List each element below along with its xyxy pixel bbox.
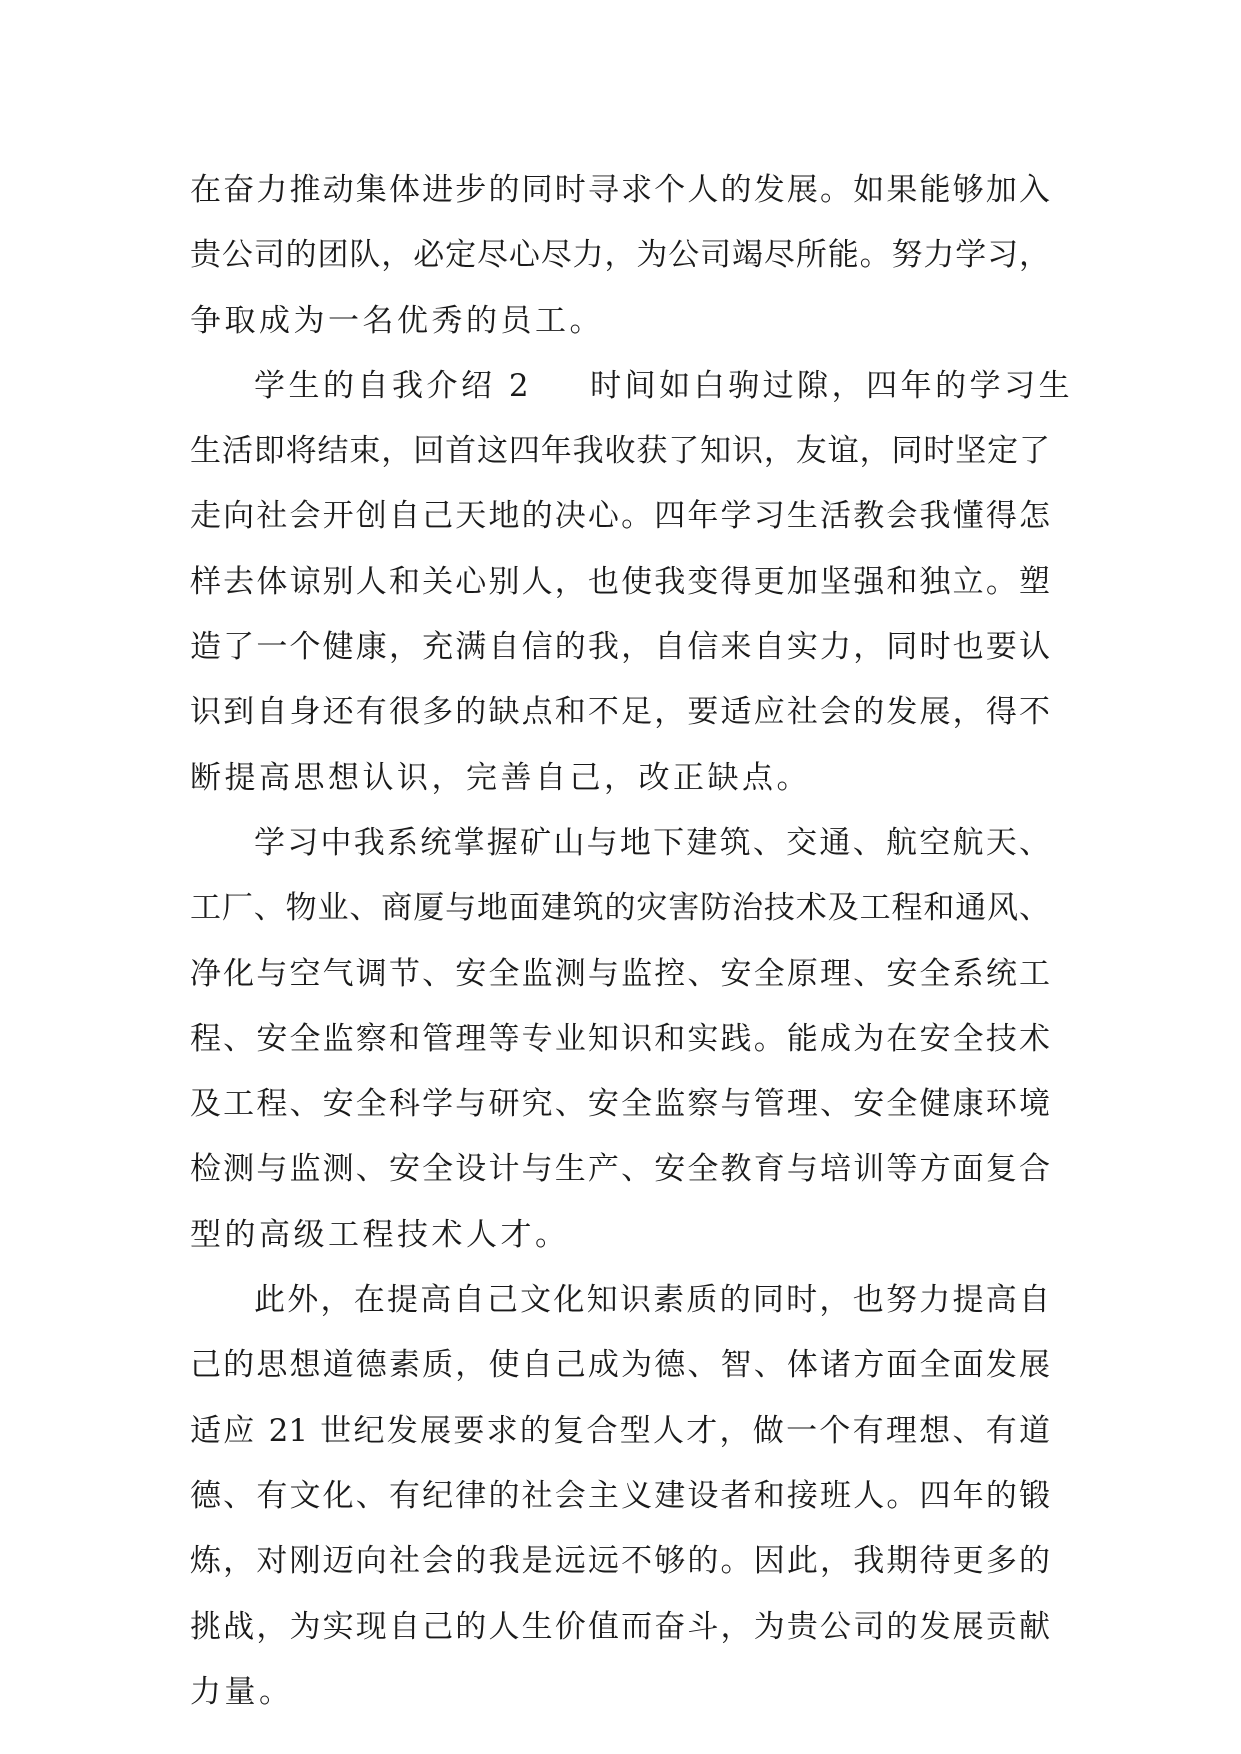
text-line: 在奋力推动集体进步的同时寻求个人的发展。如果能够加入 [190,172,1050,208]
text-line: 走向社会开创自己天地的决心。四年学习生活教会我懂得怎 [190,498,1050,535]
text-line: 争取成为一名优秀的员工。 [190,302,604,339]
document-body [190,158,1074,1725]
text-line: 生活即将结束，回首这四年我收获了知识，友谊，同时坚定了 [190,433,1050,470]
text-line: 炼，对刚迈向社会的我是远远不够的。因此，我期待更多的 [190,1543,1050,1580]
text-line: 造了一个健康，充满自信的我，自信来自实力，同时也要认 [190,629,1050,666]
text-line: 样去体谅别人和关心别人，也使我变得更加坚强和独立。塑 [190,563,1050,600]
text-line: 及工程、安全科学与研究、安全监察与管理、安全健康环境 [190,1086,1050,1123]
text-line: 时间如白驹过隙，四年的学习生 [590,367,1074,404]
paragraph-first-line: 此外，在提高自己文化知识素质的同时，也努力提高自 [254,1282,1050,1319]
text-line: 工厂、物业、商厦与地面建筑的灾害防治技术及工程和通风、 [190,890,1050,927]
text-line: 适应 21 世纪发展要求的复合型人才，做一个有理想、有道 [190,1412,1050,1449]
text-line: 己的思想道德素质，使自己成为德、智、体诸方面全面发展 [190,1347,1050,1384]
text-line: 型的高级工程技术人才。 [190,1216,570,1253]
section-title: 学生的自我介绍 2 [254,367,533,404]
text-line: 净化与空气调节、安全监测与监控、安全原理、安全系统工 [190,955,1050,992]
text-line: 贵公司的团队，必定尽心尽力，为公司竭尽所能。努力学习， [190,237,1050,274]
text-line: 识到自身还有很多的缺点和不足，要适应社会的发展，得不 [190,694,1050,731]
text-line: 程、安全监察和管理等专业知识和实践。能成为在安全技术 [190,1020,1050,1057]
text-line: 挑战，为实现自己的人生价值而奋斗，为贵公司的发展贡献 [190,1608,1050,1645]
text-line: 力量。 [190,1673,294,1710]
text-line: 断提高思想认识，完善自己，改正缺点。 [190,759,811,796]
section-heading-line [190,354,1074,419]
paragraph-first-line: 学习中我系统掌握矿山与地下建筑、交通、航空航天、 [254,824,1050,861]
text-line: 德、有文化、有纪律的社会主义建设者和接班人。四年的锻 [190,1477,1050,1514]
text-line: 检测与监测、安全设计与生产、安全教育与培训等方面复合 [190,1151,1050,1188]
